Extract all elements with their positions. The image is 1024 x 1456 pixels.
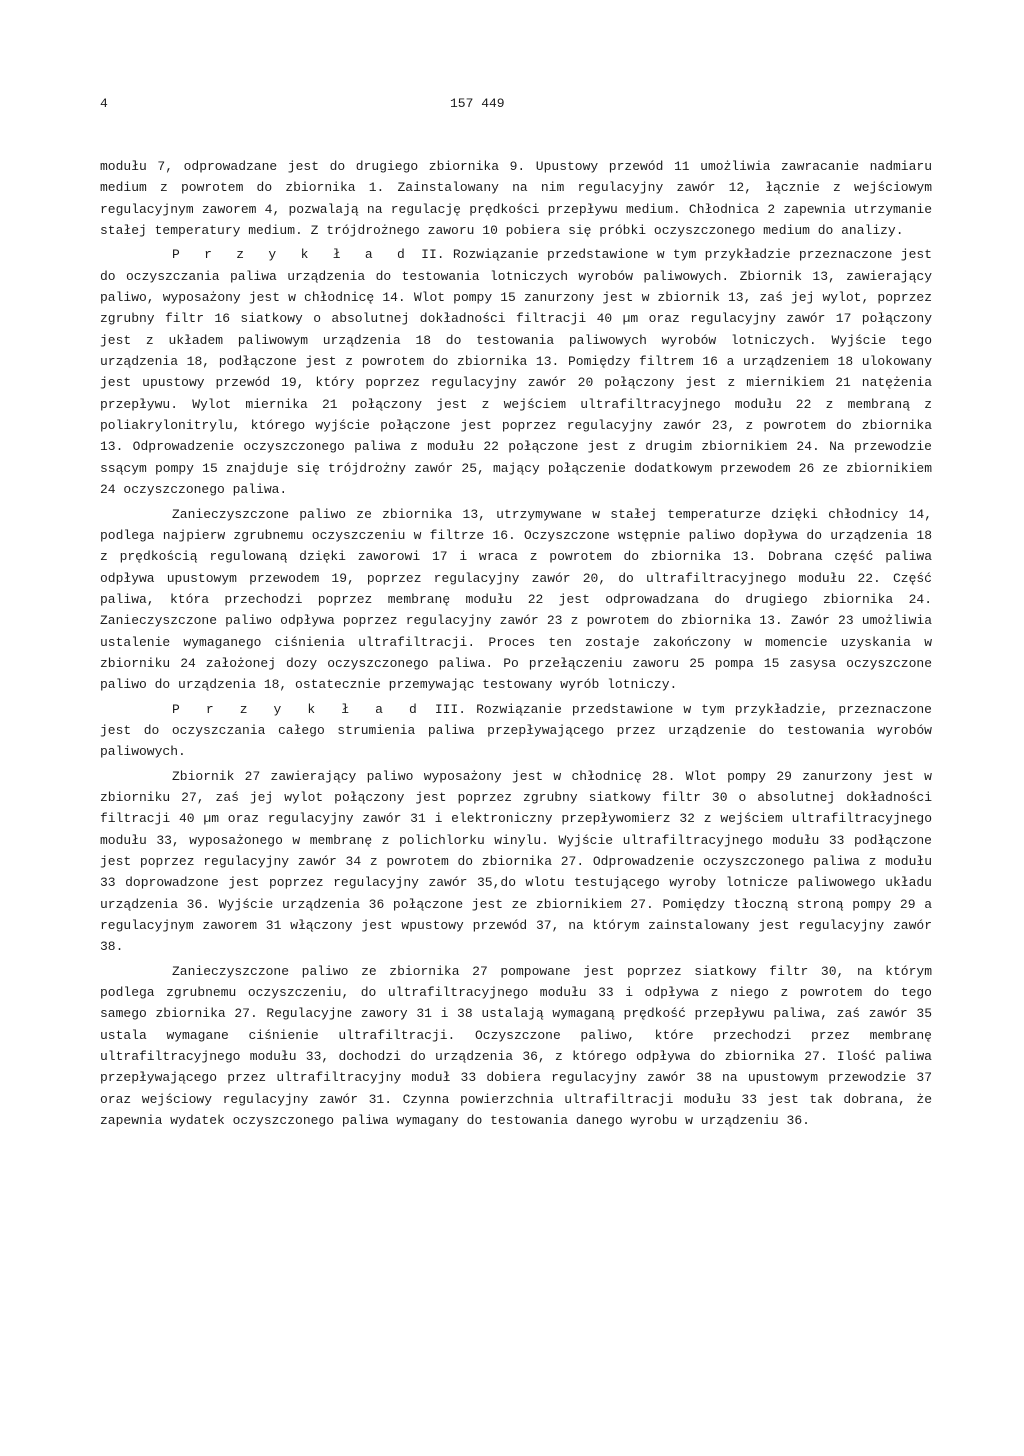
paragraph-example-iii-process [100,961,932,1132]
paragraph-text: Zbiornik 27 zawierający paliwo wyposażony jest w chłodnicę 28. Wlot pompy 29 zanurzony jest w zbiorniku 27, zaś jej wylot połączony jest poprzez zgrubny siatkowy filtr 30 o absolutnej dokładności filtracji 40 µm oraz regulacyjny zawór 31 i elektroniczny przepływomierz 32 z wejściem ultrafiltracyjnego modułu 33, wyposażonego w membranę z polichlorku winylu. Wyjście ultrafiltracyjnego modułu 33 podłączone jest poprzez regulacyjny zawór 34 z powrotem do zbiornika 27. Odprowadzenie oczyszczonego paliwa z modułu 33 doprowadzone jest poprzez regulacyjny zawór 35,do wlotu testującego wyroby lotnicze paliwowego układu urządzenia 36. Wyjście urządzenia 36 połączone jest ze zbiornikiem 27. Pomiędzy tłoczną stroną pompy 29 a regulacyjnym zaworem 31 włączony jest wpustowy przewód 37, na którym zainstalowany jest regulacyjny zawór 38. [100,768,932,955]
page-header [100,96,930,116]
paragraph-example-iii [100,699,932,763]
paragraph-text: III. Rozwiązanie przedstawione w tym przykładzie, przeznaczone jest do oczyszczania całego strumienia paliwa przepływającego przez urządzenie do testowania wyrobów paliwowych. [100,701,932,760]
document-body [100,156,932,1134]
paragraph-example-iii-structure [100,766,932,958]
paragraph-text: Zanieczyszczone paliwo ze zbiornika 13, utrzymywane w stałej temperaturze dzięki chłodnicy 14, podlega najpierw zgrubnemu oczyszczeniu w filtrze 16. Oczyszczone wstępnie paliwo dopływa do urządzenia 18 z prędkością regulowaną dzięki zaworowi 17 i wraca z powrotem do zbiornika 13. Dobrana część paliwa odpływa upustowym przewodem 19, poprzez regulacyjny zawór 20, do ultrafiltracyjnego modułu 22. Część paliwa, która przechodzi poprzez membranę modułu 22 jest odprowadzana do drugiego zbiornika 24. Zanieczyszczone paliwo odpływa poprzez regulacyjny zawór 23 z powrotem do zbiornika 13. Zawór 23 umożliwia ustalenie wymaganego ciśnienia ultrafiltracji. Proces ten zostaje zakończony w momencie uzyskania w zbiorniku 24 założonej dozy oczyszczonego paliwa. Po przełączeniu zaworu 25 pompa 15 zasysa oczyszczone paliwo do urządzenia 18, ostatecznie przemywając testowany wyrób lotniczy. [100,506,932,693]
document-number: 157 449 [450,96,505,111]
paragraph-example-ii [100,244,932,500]
example-label: P r z y k ł a d [172,247,413,263]
paragraph-text: II. Rozwiązanie przedstawione w tym przykładzie przeznaczone jest do oczyszczania paliwa urządzenia do testowania lotniczych wyrobów paliwowych. Zbiornik 13, zawierający paliwo, wyposażony jest w chłodnicę 14. Wlot pompy 15 zanurzony jest w zbiornik 13, zaś jej wylot, poprzez zgrubny filtr 16 siatkowy o absolutnej dokładności filtracji 40 µm oraz regulacyjny zawór 17 połączony jest z układem paliwowym urządzenia 18 do testowania paliwowych wyrobów lotniczych. Wyjście tego urządzenia 18, podłączone jest z powrotem do zbiornika 13. Pomiędzy filtrem 16 a urządzeniem 18 ulokowany jest upustowy przewód 19, który poprzez regulacyjny zawór 20 połączony jest z miernikiem 21 natężenia przepływu. Wylot miernika 21 połączony jest z wejściem ultrafiltracyjnego modułu 22 z membraną z poliakrylonitrylu, którego wyjście połączone jest poprzez regulacyjny zawór 23, z powrotem do zbiornika 13. Odprowadzenie oczyszczonego paliwa z modułu 22 połączone jest z drugim zbiornikiem 24. Na przewodzie ssącym pompy 15 znajduje się trójdrożny zawór 25, mający połączenie dodatkowym przewodem 26 ze zbiornikiem 24 oczyszczonego paliwa. [100,247,932,498]
paragraph-example-ii-process [100,504,932,696]
example-label: P r z y k ł a d [172,701,425,717]
paragraph-text: Zanieczyszczone paliwo ze zbiornika 27 pompowane jest poprzez siatkowy filtr 30, na którym podlega zgrubnemu oczyszczeniu, do ultrafiltracyjnego modułu 33 i odpływa z niego z powrotem do tego samego zbiornika 27. Regulacyjne zawory 31 i 38 ustalają wymaganą prędkość przepływu paliwa, zaś zawór 35 ustala wymagane ciśnienie ultrafiltracji. Oczyszczone paliwo, które przechodzi przez membranę ultrafiltracyjnego modułu 33, dochodzi do urządzenia 36, z którego odpływa do zbiornika 27. Ilość paliwa przepływającego przez ultrafiltracyjny moduł 33 dobiera regulacyjny zawór 38 na upustowym przewodzie 37 oraz wejściowy regulacyjny zawór 31. Czynna powierzchnia ultrafiltracji modułu 33 jest tak dobrana, że zapewnia wydatek oczyszczonego paliwa wymagany do testowania danego wyrobu w urządzeniu 36. [100,963,932,1129]
paragraph-text: modułu 7, odprowadzane jest do drugiego zbiornika 9. Upustowy przewód 11 umożliwia zawracanie nadmiaru medium z powrotem do zbiornika 1. Zainstalowany na nim regulacyjny zawór 12, łącznie z wejściowym regulacyjnym zaworem 4, pozwalają na regulację prędkości przepływu medium. Chłodnica 2 zapewnia utrzymanie stałej temperatury medium. Z trójdrożnego zaworu 10 pobiera się próbki oczyszczonego medium do analizy. [100,159,932,239]
page-number: 4 [100,96,108,111]
paragraph-continuation [100,156,932,241]
